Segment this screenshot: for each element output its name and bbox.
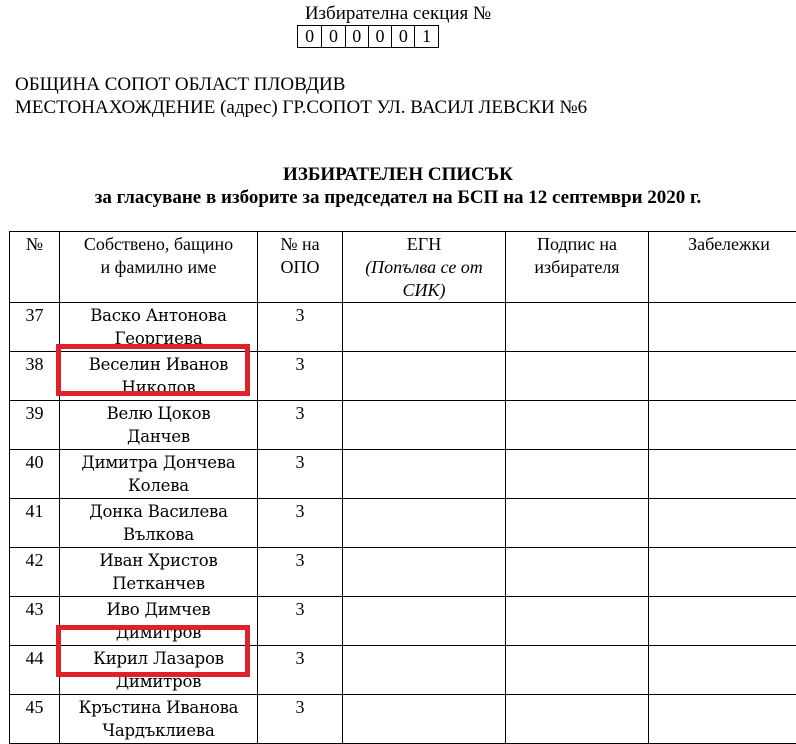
egn-cell[interactable] [343,401,506,450]
opo-number: 3 [258,303,343,352]
municipality-line: ОБЩИНА СОПОТ ОБЛАСТ ПЛОВДИВ [15,74,345,96]
voter-name: Димитра Дончева Колева [60,450,258,499]
table-row [10,695,796,744]
opo-number: 3 [258,597,343,646]
voter-name: Велю Цоков Данчев [60,401,258,450]
table-row [10,499,796,548]
voter-name: Кръстина Иванова Чардъклиева [60,695,258,744]
table-row [10,548,796,597]
signature-cell[interactable] [506,597,649,646]
location-line: МЕСТОНАХОЖДЕНИЕ (адрес) ГР.СОПОТ УЛ. ВАСИЛ ЛЕВСКИ №6 [15,97,587,119]
opo-number: 3 [258,450,343,499]
signature-cell[interactable] [506,499,649,548]
table-row [10,303,796,352]
opo-number: 3 [258,646,343,695]
opo-number: 3 [258,401,343,450]
signature-cell[interactable] [506,695,649,744]
notes-cell[interactable] [649,303,796,352]
egn-cell[interactable] [343,303,506,352]
section-digit: 0 [345,26,368,47]
signature-cell[interactable] [506,401,649,450]
document-title: ИЗБИРАТЕЛЕН СПИСЪК [0,163,796,187]
header-opo: № на ОПО [258,232,343,303]
opo-number: 3 [258,695,343,744]
section-number-boxes [297,25,439,48]
section-digit: 0 [391,26,414,47]
table-row [10,352,796,401]
notes-cell[interactable] [649,646,796,695]
notes-cell[interactable] [649,352,796,401]
egn-cell[interactable] [343,499,506,548]
voter-name: Донка Василева Вълкова [60,499,258,548]
egn-cell[interactable] [343,646,506,695]
notes-cell[interactable] [649,597,796,646]
row-number: 43 [10,597,60,646]
table-header-row [10,232,796,303]
voter-name: Иво Димчев Димитров [60,597,258,646]
section-digit: 0 [321,26,344,47]
row-number: 44 [10,646,60,695]
header-name: Собствено, бащино и фамилно име [60,232,258,303]
notes-cell[interactable] [649,695,796,744]
signature-cell[interactable] [506,548,649,597]
section-digit: 1 [414,26,437,47]
voter-table [9,231,796,744]
egn-note: (Попълва се от [365,257,483,277]
notes-cell[interactable] [649,401,796,450]
table-row [10,450,796,499]
egn-cell[interactable] [343,450,506,499]
header-signature: Подпис на избирателя [506,232,649,303]
notes-cell[interactable] [649,499,796,548]
header-notes: Забележки [649,232,796,303]
notes-cell[interactable] [649,450,796,499]
row-number: 40 [10,450,60,499]
table-row [10,597,796,646]
section-digit: 0 [368,26,391,47]
egn-cell[interactable] [343,695,506,744]
row-number: 45 [10,695,60,744]
row-number: 42 [10,548,60,597]
document-subtitle: за гласуване в изборите за председател на БСП на 12 септември 2020 г. [0,186,796,210]
notes-cell[interactable] [649,548,796,597]
opo-number: 3 [258,352,343,401]
row-number: 41 [10,499,60,548]
voter-name: Иван Христов Петканчев [60,548,258,597]
signature-cell[interactable] [506,303,649,352]
section-label: Избирателна секция № [0,3,796,25]
table-row [10,646,796,695]
opo-number: 3 [258,499,343,548]
row-number: 38 [10,352,60,401]
voter-name: Веселин Иванов Николов [60,352,258,401]
voter-name: Васко Антонова Георгиева [60,303,258,352]
table-row [10,401,796,450]
section-digit: 0 [298,26,321,47]
header-egn: ЕГН (Попълва се от СИК) [343,232,506,303]
egn-cell[interactable] [343,548,506,597]
signature-cell[interactable] [506,646,649,695]
row-number: 39 [10,401,60,450]
row-number: 37 [10,303,60,352]
signature-cell[interactable] [506,352,649,401]
egn-cell[interactable] [343,597,506,646]
voter-name: Кирил Лазаров Димитров [60,646,258,695]
signature-cell[interactable] [506,450,649,499]
header-num: № [10,232,60,303]
egn-cell[interactable] [343,352,506,401]
opo-number: 3 [258,548,343,597]
